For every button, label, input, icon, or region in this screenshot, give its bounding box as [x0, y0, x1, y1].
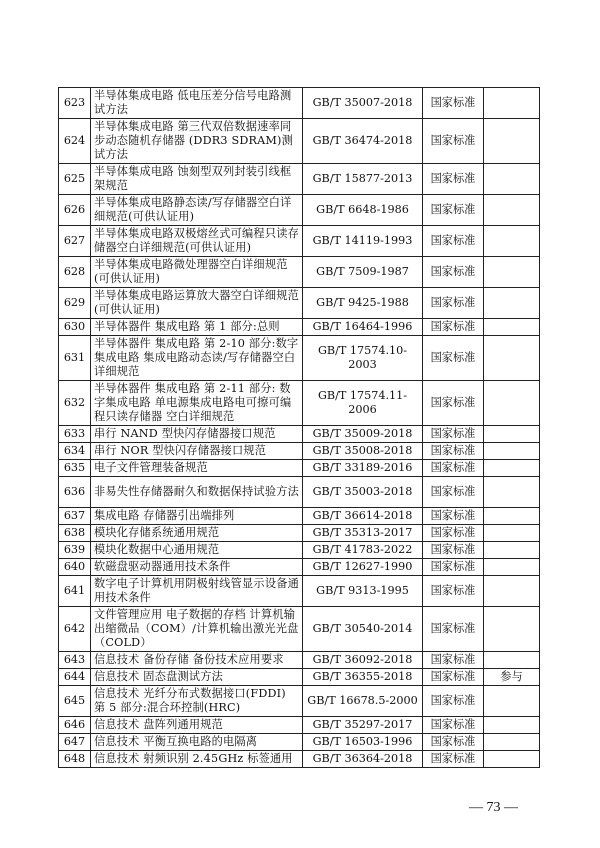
- standard-code-cell: GB/T 33189-2016: [303, 460, 423, 477]
- row-number-cell: 626: [59, 195, 91, 226]
- note-cell: [484, 443, 540, 460]
- note-cell: [484, 381, 540, 426]
- row-number-cell: 630: [59, 319, 91, 336]
- standard-type-cell: 国家标准: [423, 559, 484, 576]
- note-cell: [484, 460, 540, 477]
- table-row: [59, 669, 540, 686]
- standard-name-cell: 半导体集成电路 低电压差分信号电路测试方法: [91, 88, 303, 119]
- standard-type-cell: 国家标准: [423, 119, 484, 164]
- standard-name-cell: 半导体集成电路运算放大器空白详细规范(可供认证用): [91, 288, 303, 319]
- standard-code-cell: GB/T 35003-2018: [303, 477, 423, 508]
- row-number-cell: 648: [59, 751, 91, 768]
- standard-name-cell: 信息技术 固态盘测试方法: [91, 669, 303, 686]
- note-cell: [484, 426, 540, 443]
- row-number-cell: 624: [59, 119, 91, 164]
- standard-name-cell: 文件管理应用 电子数据的存档 计算机输出缩微品（COM）/计算机输出激光光盘（COLD）: [91, 607, 303, 652]
- page-number: — 73 —: [469, 800, 518, 815]
- row-number-cell: 639: [59, 542, 91, 559]
- table-row: [59, 119, 540, 164]
- standard-type-cell: 国家标准: [423, 426, 484, 443]
- table-row: [59, 226, 540, 257]
- table-row: [59, 319, 540, 336]
- standard-name-cell: 串行 NAND 型快闪存储器接口规范: [91, 426, 303, 443]
- standard-code-cell: GB/T 35313-2017: [303, 525, 423, 542]
- table-row: [59, 559, 540, 576]
- table-row: [59, 607, 540, 652]
- standard-name-cell: 半导体器件 集成电路 第 2-10 部分:数字集成电路 集成电路动态读/写存储器空白详细规范: [91, 336, 303, 381]
- standard-name-cell: 信息技术 光纤分布式数据接口(FDDI) 第 5 部分:混合环控制(HRC): [91, 686, 303, 717]
- standard-name-cell: 数字电子计算机用阴极射线管显示设备通用技术条件: [91, 576, 303, 607]
- table-row: [59, 477, 540, 508]
- standards-table-body: [59, 88, 540, 768]
- standard-name-cell: 集成电路 存储器引出端排列: [91, 508, 303, 525]
- table-row: [59, 88, 540, 119]
- standard-code-cell: GB/T 36474-2018: [303, 119, 423, 164]
- row-number-cell: 631: [59, 336, 91, 381]
- note-cell: [484, 88, 540, 119]
- standard-code-cell: GB/T 16464-1996: [303, 319, 423, 336]
- standard-type-cell: 国家标准: [423, 381, 484, 426]
- note-cell: [484, 288, 540, 319]
- note-cell: [484, 319, 540, 336]
- table-row: [59, 576, 540, 607]
- standard-code-cell: GB/T 9425-1988: [303, 288, 423, 319]
- standard-type-cell: 国家标准: [423, 226, 484, 257]
- note-cell: [484, 195, 540, 226]
- row-number-cell: 640: [59, 559, 91, 576]
- standard-name-cell: 半导体集成电路微处理器空白详细规范(可供认证用): [91, 257, 303, 288]
- note-cell: [484, 717, 540, 734]
- standard-code-cell: GB/T 12627-1990: [303, 559, 423, 576]
- table-row: [59, 257, 540, 288]
- note-cell: [484, 226, 540, 257]
- row-number-cell: 635: [59, 460, 91, 477]
- row-number-cell: 645: [59, 686, 91, 717]
- standards-table: [58, 87, 540, 768]
- note-cell: [484, 576, 540, 607]
- standard-code-cell: GB/T 14119-1993: [303, 226, 423, 257]
- standard-name-cell: 半导体器件 集成电路 第 2-11 部分: 数字集成电路 单电源集成电路电可擦可编程只读存储器 空白详细规范: [91, 381, 303, 426]
- row-number-cell: 643: [59, 652, 91, 669]
- row-number-cell: 629: [59, 288, 91, 319]
- table-row: [59, 460, 540, 477]
- row-number-cell: 633: [59, 426, 91, 443]
- note-cell: [484, 525, 540, 542]
- standard-type-cell: 国家标准: [423, 477, 484, 508]
- standard-code-cell: GB/T 30540-2014: [303, 607, 423, 652]
- standard-type-cell: 国家标准: [423, 195, 484, 226]
- row-number-cell: 644: [59, 669, 91, 686]
- standard-code-cell: GB/T 35009-2018: [303, 426, 423, 443]
- standard-code-cell: GB/T 9313-1995: [303, 576, 423, 607]
- standard-name-cell: 半导体集成电路静态读/写存储器空白详细规范(可供认证用): [91, 195, 303, 226]
- standard-type-cell: 国家标准: [423, 257, 484, 288]
- standard-type-cell: 国家标准: [423, 607, 484, 652]
- table-row: [59, 734, 540, 751]
- standard-code-cell: GB/T 35007-2018: [303, 88, 423, 119]
- note-cell: [484, 508, 540, 525]
- row-number-cell: 647: [59, 734, 91, 751]
- note-cell: [484, 477, 540, 508]
- note-cell: [484, 652, 540, 669]
- table-row: [59, 542, 540, 559]
- row-number-cell: 625: [59, 164, 91, 195]
- standard-name-cell: 软磁盘驱动器通用技术条件: [91, 559, 303, 576]
- standard-type-cell: 国家标准: [423, 443, 484, 460]
- standard-code-cell: GB/T 36355-2018: [303, 669, 423, 686]
- standard-code-cell: GB/T 7509-1987: [303, 257, 423, 288]
- note-cell: [484, 164, 540, 195]
- standard-type-cell: 国家标准: [423, 652, 484, 669]
- standard-code-cell: GB/T 35297-2017: [303, 717, 423, 734]
- standard-type-cell: 国家标准: [423, 542, 484, 559]
- row-number-cell: 642: [59, 607, 91, 652]
- standard-name-cell: 半导体集成电路 蚀刻型双列封装引线框架规范: [91, 164, 303, 195]
- standard-name-cell: 信息技术 盘阵列通用规范: [91, 717, 303, 734]
- row-number-cell: 641: [59, 576, 91, 607]
- note-cell: [484, 607, 540, 652]
- standard-type-cell: 国家标准: [423, 460, 484, 477]
- note-cell: [484, 542, 540, 559]
- row-number-cell: 634: [59, 443, 91, 460]
- standard-type-cell: 国家标准: [423, 734, 484, 751]
- table-row: [59, 686, 540, 717]
- note-cell: [484, 559, 540, 576]
- standard-name-cell: 信息技术 备份存储 备份技术应用要求: [91, 652, 303, 669]
- note-cell: [484, 734, 540, 751]
- table-row: [59, 288, 540, 319]
- row-number-cell: 638: [59, 525, 91, 542]
- standard-type-cell: 国家标准: [423, 336, 484, 381]
- standard-type-cell: 国家标准: [423, 288, 484, 319]
- table-row: [59, 717, 540, 734]
- standard-type-cell: 国家标准: [423, 525, 484, 542]
- standard-code-cell: GB/T 35008-2018: [303, 443, 423, 460]
- standard-code-cell: GB/T 17574.11-2006: [303, 381, 423, 426]
- standard-name-cell: 串行 NOR 型快闪存储器接口规范: [91, 443, 303, 460]
- standard-code-cell: GB/T 41783-2022: [303, 542, 423, 559]
- row-number-cell: 632: [59, 381, 91, 426]
- row-number-cell: 628: [59, 257, 91, 288]
- table-row: [59, 426, 540, 443]
- standard-type-cell: 国家标准: [423, 319, 484, 336]
- row-number-cell: 627: [59, 226, 91, 257]
- row-number-cell: 636: [59, 477, 91, 508]
- standard-code-cell: GB/T 6648-1986: [303, 195, 423, 226]
- note-cell: [484, 336, 540, 381]
- standard-name-cell: 电子文件管理装备规范: [91, 460, 303, 477]
- standard-type-cell: 国家标准: [423, 751, 484, 768]
- table-row: [59, 336, 540, 381]
- standard-code-cell: GB/T 36092-2018: [303, 652, 423, 669]
- standard-name-cell: 半导体器件 集成电路 第 1 部分:总则: [91, 319, 303, 336]
- table-row: [59, 751, 540, 768]
- note-cell: [484, 257, 540, 288]
- note-cell: 参与: [484, 669, 540, 686]
- standard-code-cell: GB/T 17574.10-2003: [303, 336, 423, 381]
- table-row: [59, 525, 540, 542]
- standard-type-cell: 国家标准: [423, 508, 484, 525]
- standard-name-cell: 信息技术 射频识别 2.45GHz 标签通用: [91, 751, 303, 768]
- standard-type-cell: 国家标准: [423, 669, 484, 686]
- table-row: [59, 508, 540, 525]
- standard-name-cell: 模块化数据中心通用规范: [91, 542, 303, 559]
- table-row: [59, 443, 540, 460]
- standard-code-cell: GB/T 36364-2018: [303, 751, 423, 768]
- standard-type-cell: 国家标准: [423, 717, 484, 734]
- note-cell: [484, 751, 540, 768]
- row-number-cell: 646: [59, 717, 91, 734]
- note-cell: [484, 119, 540, 164]
- standard-name-cell: 非易失性存储器耐久和数据保持试验方法: [91, 477, 303, 508]
- standard-name-cell: 模块化存储系统通用规范: [91, 525, 303, 542]
- standard-code-cell: GB/T 16678.5-2000: [303, 686, 423, 717]
- standard-type-cell: 国家标准: [423, 88, 484, 119]
- standard-type-cell: 国家标准: [423, 164, 484, 195]
- row-number-cell: 637: [59, 508, 91, 525]
- standard-type-cell: 国家标准: [423, 686, 484, 717]
- standard-code-cell: GB/T 16503-1996: [303, 734, 423, 751]
- row-number-cell: 623: [59, 88, 91, 119]
- standard-name-cell: 半导体集成电路 第三代双倍数据速率同步动态随机存储器 (DDR3 SDRAM)测试方法: [91, 119, 303, 164]
- table-row: [59, 652, 540, 669]
- table-row: [59, 164, 540, 195]
- note-cell: [484, 686, 540, 717]
- standard-type-cell: 国家标准: [423, 576, 484, 607]
- table-row: [59, 381, 540, 426]
- table-row: [59, 195, 540, 226]
- standard-name-cell: 半导体集成电路双极熔丝式可编程只读存储器空白详细规范(可供认证用): [91, 226, 303, 257]
- standard-name-cell: 信息技术 平衡互换电路的电隔离: [91, 734, 303, 751]
- standard-code-cell: GB/T 36614-2018: [303, 508, 423, 525]
- standard-code-cell: GB/T 15877-2013: [303, 164, 423, 195]
